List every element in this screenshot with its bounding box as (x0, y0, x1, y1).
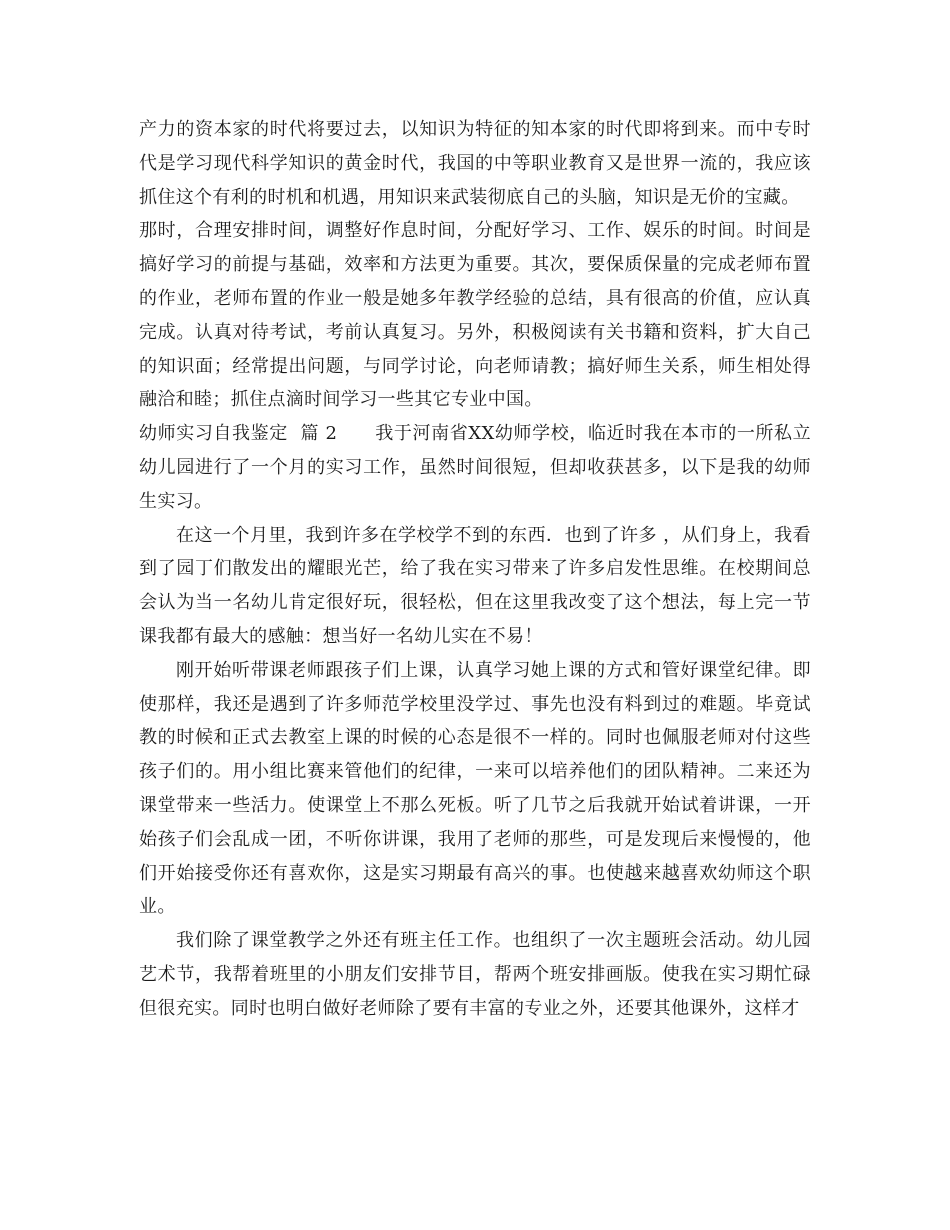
section-title: 幼师实习自我鉴定 篇 2 (139, 423, 338, 445)
paragraph-4: 在这一个月里，我到许多在学校学不到的东西．也到了许多 ，从们身上，我看到了园丁们散发出的耀眼光芒，给了我在实习带来了许多启发性思维。在校期间总会认为当一名幼儿肯定很好玩，很轻松，但在这里我改变了这个想法，每上完一节课我都有最大的感触：想当好一名幼儿实在不易！ (139, 524, 811, 647)
paragraph-3 (139, 417, 811, 518)
paragraph-5: 刚开始听带课老师跟孩子们上课，认真学习她上课的方式和管好课堂纪律。即使那样，我还是遇到了许多师范学校里没学过、事先也没有料到过的难题。毕竟试教的时候和正式去教室上课的时候的心态是很不一样的。同时也佩服老师对付这些孩子们的。用小组比赛来管他们的纪律，一来可以培养他们的团队精神。二来还为课堂带来一些活力。使课堂上不那么死板。听了几节之后我就开始试着讲课，一开始孩子们会乱成一团，不听你讲课，我用了老师的那些，可是发现后来慢慢的，他们开始接受你还有喜欢你，这是实习期最有高兴的事。也使越来越喜欢幼师这个职业。 (139, 659, 811, 918)
paragraph-2: 那时，合理安排时间，调整好作息时间，分配好学习、工作、娱乐的时间。时间是搞好学习的前提与基础，效率和方法更为重要。其次，要保质保量的完成老师布置的作业，老师布置的作业一般是她多年教学经验的总结，具有很高的价值，应认真完成。认真对待考试，考前认真复习。另外，积极阅读有关书籍和资料，扩大自己的知识面；经常提出问题，与同学讨论，向老师请教；搞好师生关系，师生相处得融洽和睦；抓住点滴时间学习一些其它专业中国。 (139, 220, 811, 411)
paragraph-6: 我们除了课堂教学之外还有班主任工作。也组织了一次主题班会活动。幼儿园艺术节，我帮着班里的小朋友们安排节目，帮两个班安排画版。使我在实习期忙碌但很充实。同时也明白做好老师除了要有丰富的专业之外，还要其他课外，这样才 (139, 930, 811, 1019)
paragraph-3-text: 我于河南省XX幼师学校，临近时我在本市的一所私立幼儿园进行了一个月的实习工作，虽然时间很短，但却收获甚多，以下是我的幼师生实习。 (139, 423, 811, 512)
paragraph-1: 产力的资本家的时代将要过去，以知识为特征的知本家的时代即将到来。而中专时代是学习现代科学知识的黄金时代，我国的中等职业教育又是世界一流的，我应该抓住这个有利的时机和机遇，用知识来武装彻底自己的头脑，知识是无价的宝藏。 (139, 119, 811, 208)
section-title-gap (337, 423, 375, 444)
document-body (139, 113, 811, 1026)
